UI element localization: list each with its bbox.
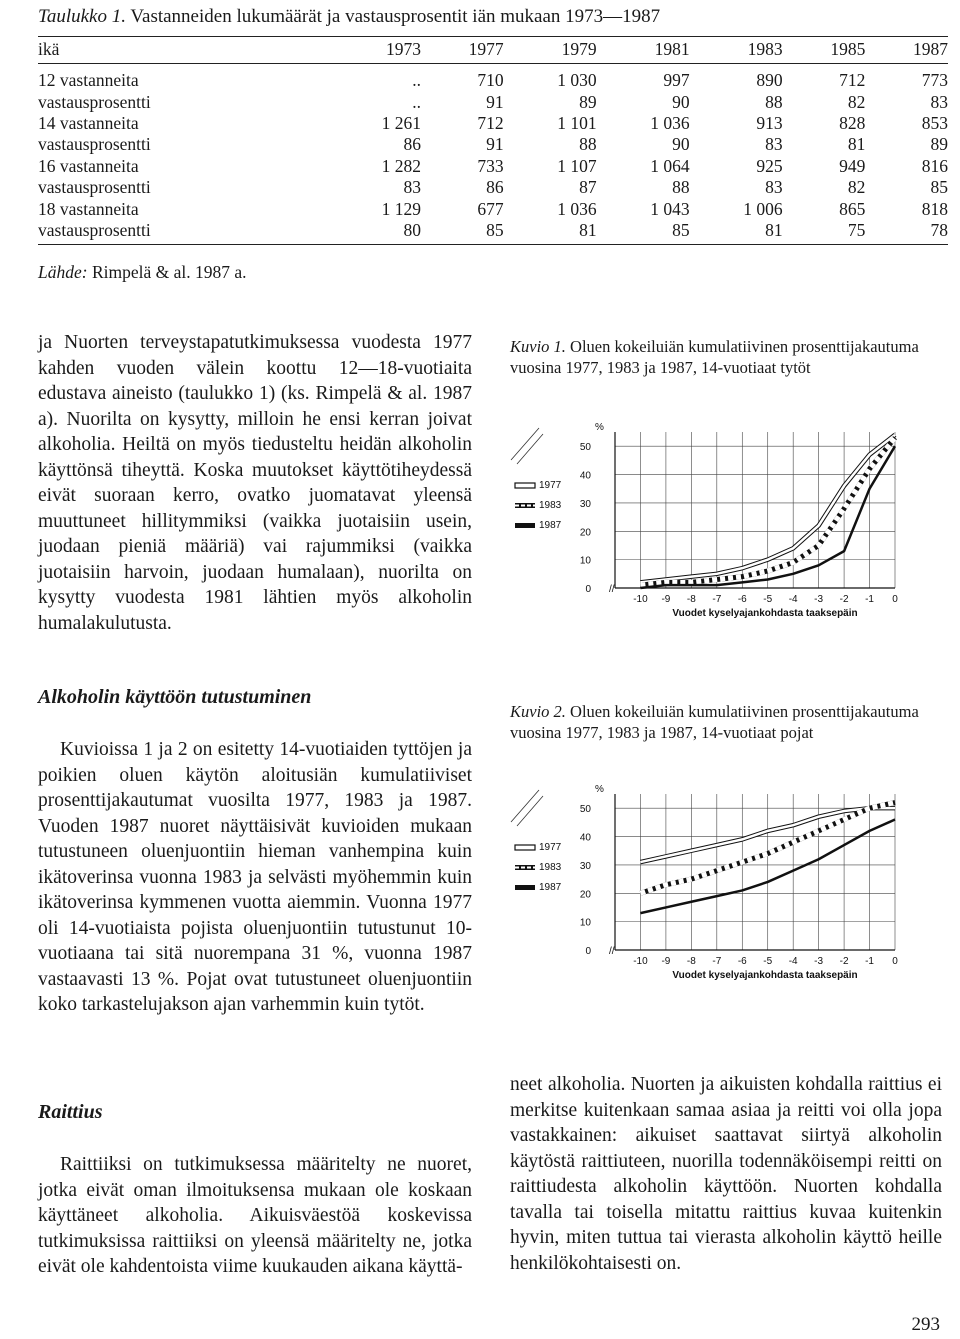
legend-swatch-1977	[515, 845, 535, 850]
x-tick-label: 0	[892, 594, 898, 605]
left-column-paragraph-2	[38, 737, 472, 1018]
table-cell: 773	[921, 70, 948, 91]
y-tick-label: 30	[579, 498, 591, 510]
table-row	[38, 64, 948, 92]
body-text: neet alkoholia. Nuorten ja aikuisten kohdalla raittius ei merkitse kuitenkaan samaa asiaa ja reitti voi olla jopa vastakkainen: aikuiset saattavat siirtyä alkoholin käytöstä raittiuteen, nuorilla todennäköisempi reitti on raittiudesta alkoholin käyttöön. Nuorten kohdalla tavalla tai toisella mitattu raittius kuvaa kuitenkin hyvin, miten tuttua tai vierasta alkoholin käyttö heille henkilökohtaisesti on.	[510, 1074, 942, 1274]
table-cell: ..	[412, 91, 421, 112]
axis-break-mark: //	[609, 946, 615, 957]
table-cell: 1 036	[557, 198, 597, 219]
column-header: 1985	[783, 37, 866, 64]
table-caption	[38, 6, 660, 28]
table-cell: 83	[765, 177, 783, 198]
table-cell: 1 064	[650, 155, 690, 176]
table-cell: 88	[579, 134, 597, 155]
data-table	[38, 36, 948, 245]
x-tick-label: -5	[763, 956, 773, 967]
x-tick-label: -3	[814, 956, 824, 967]
x-tick-label: -8	[686, 594, 696, 605]
table-cell: 86	[486, 177, 504, 198]
y-tick-label: 40	[579, 832, 591, 844]
table-cell: 82	[847, 91, 866, 112]
figure-1-caption	[510, 336, 942, 378]
row-label: vastausprosentti	[38, 91, 151, 112]
row-label: vastausprosentti	[38, 134, 151, 155]
y-tick-label: 10	[579, 917, 591, 929]
figure-1-chart	[503, 420, 910, 630]
x-tick-label: -8	[686, 956, 696, 967]
table-cell: 816	[921, 155, 948, 176]
column-header: 1981	[597, 37, 690, 64]
x-tick-label: -7	[712, 594, 722, 605]
y-tick-label: 0	[585, 946, 591, 957]
table-cell: 710	[477, 70, 504, 91]
legend-swatch-1987	[515, 885, 535, 890]
table-cell: 83	[765, 134, 783, 155]
table-cell: 925	[756, 155, 783, 176]
column-header: 1979	[504, 37, 597, 64]
table-cell: 81	[504, 220, 597, 245]
y-tick-label: 20	[579, 527, 591, 539]
column-header: ikä	[38, 37, 328, 64]
figure-1-label: Kuvio 1.	[510, 337, 566, 356]
x-axis-label: Vuodet kyselyajankohdasta taaksepäin	[672, 970, 858, 981]
x-tick-label: -10	[633, 594, 648, 605]
x-tick-label: -2	[839, 594, 849, 605]
table-cell: 733	[477, 155, 504, 176]
y-axis-unit: %	[595, 784, 604, 795]
table-cell: 997	[663, 70, 690, 91]
table-source	[38, 262, 247, 283]
table-cell: 1 101	[557, 112, 597, 133]
body-text: ja Nuorten terveystapatutkimuksessa vuodesta 1977 kahden vuoden välein koottu 12—18-vuotiaita edustava aineisto (taulukko 1) (ks. Rimpelä & al. 1987 a). Nuorilta on kysytty, milloin he ensi kerran joivat alkoholia. Heiltä on myös tiedusteltu heidän alkoholin käyttönsä tiheyttä. Koska muutokset käyttötiheydessä eivät suoraan kerro, ovatko juomatavat yleensä muuttuneet hillitymmiksi (vaikka juotaisiin usein, juodaan pieniä määriä) vai rajummiksi (vaikka juotaisiin harvoin, juodaan humalaan), nuorilta on kysytty vuodesta 1981 lähtien myös alkoholin humalakulutusta.	[38, 332, 472, 634]
table-cell: 81	[847, 134, 866, 155]
table-cell: 1 261	[381, 112, 421, 133]
table-row	[38, 177, 948, 198]
table-cell: ..	[412, 70, 421, 91]
table-row	[38, 134, 948, 155]
x-tick-label: -1	[865, 956, 874, 967]
column-header: 1973	[328, 37, 421, 64]
axis-break-mark: //	[609, 584, 615, 595]
x-tick-label: -2	[839, 956, 849, 967]
section-heading-alkoholin: Alkoholin käyttöön tutustuminen	[38, 686, 312, 708]
table-cell: 83	[403, 177, 421, 198]
x-tick-label: -9	[661, 594, 671, 605]
table-cell: 1 036	[650, 112, 690, 133]
table-cell: 1 282	[381, 155, 421, 176]
legend-label: 1977	[539, 480, 562, 491]
x-tick-label: -4	[788, 594, 798, 605]
legend-label: 1987	[539, 520, 562, 531]
table-cell: 88	[672, 177, 690, 198]
figure-2-caption-text: Oluen kokeiluiän kumulatiivinen prosenttijakautuma vuosina 1977, 1983 ja 1987, 14-vuotiaat pojat	[510, 702, 919, 742]
x-tick-label: -6	[737, 594, 747, 605]
table-cell: 913	[756, 112, 783, 133]
section-heading-raittius: Raittius	[38, 1101, 103, 1123]
table-cell: 81	[690, 220, 783, 245]
y-tick-label: 10	[579, 555, 591, 567]
table-caption-text: Vastanneiden lukumäärät ja vastausprosentit iän mukaan 1973—1987	[130, 6, 661, 27]
table-cell: 89	[579, 91, 597, 112]
x-tick-label: -3	[814, 594, 824, 605]
y-tick-label: 50	[579, 804, 591, 816]
body-text: Raittiiksi on tutkimuksessa määritelty ne nuoret, jotka eivät oman ilmoituksensa mukaan ole koskaan käyttäneet alkoholia. Aikuisväestöä koskevissa tutkimuksissa raittiiksi on yleensä määritelty ne, jotka eivät ole kahdentoista viime kuukauden aikana käyttä-	[38, 1154, 472, 1277]
left-column-paragraph-3	[38, 1152, 472, 1280]
y-tick-label: 0	[585, 584, 591, 595]
column-header: 1987	[865, 37, 948, 64]
figure-2-chart	[503, 782, 910, 992]
x-axis-label: Vuodet kyselyajankohdasta taaksepäin	[672, 608, 858, 619]
legend-label: 1977	[539, 842, 562, 853]
x-tick-label: -5	[763, 594, 773, 605]
x-tick-label: -1	[865, 594, 874, 605]
table-header-row	[38, 37, 948, 64]
column-header: 1977	[421, 37, 504, 64]
table-cell: 1 129	[381, 198, 421, 219]
row-label: vastausprosentti	[38, 220, 328, 245]
table-cell: 87	[579, 177, 597, 198]
table-cell: 85	[930, 177, 948, 198]
table-cell: 83	[930, 91, 948, 112]
row-label: vastausprosentti	[38, 177, 151, 198]
table-row	[38, 198, 948, 219]
table-cell: 712	[839, 70, 866, 91]
table-caption-label: Taulukko 1.	[38, 6, 126, 27]
y-tick-label: 40	[579, 470, 591, 482]
table-cell: 818	[921, 198, 948, 219]
table-cell: 88	[765, 91, 783, 112]
x-tick-label: -9	[661, 956, 671, 967]
row-label: 12 vastanneita	[38, 70, 139, 91]
table-cell: 90	[672, 91, 690, 112]
legend-label: 1987	[539, 882, 562, 893]
figure-1-caption-text: Oluen kokeiluiän kumulatiivinen prosenttijakautuma vuosina 1977, 1983 ja 1987, 14-vuotiaat tytöt	[510, 337, 919, 377]
table-cell: 82	[847, 177, 866, 198]
table-cell: 78	[865, 220, 948, 245]
table-cell: 853	[921, 112, 948, 133]
table-cell: 85	[421, 220, 504, 245]
table-cell: 91	[486, 134, 504, 155]
legend-label: 1983	[539, 862, 562, 873]
table-cell: 677	[477, 198, 504, 219]
right-column-paragraph	[510, 1072, 942, 1276]
y-tick-label: 30	[579, 860, 591, 872]
table-cell: 1 043	[650, 198, 690, 219]
table-cell: 712	[477, 112, 504, 133]
table-row	[38, 91, 948, 112]
y-tick-label: 50	[579, 442, 591, 454]
table-cell: 90	[672, 134, 690, 155]
x-tick-label: -7	[712, 956, 722, 967]
y-axis-unit: %	[595, 422, 604, 433]
row-label: 14 vastanneita	[38, 112, 139, 133]
table-row	[38, 113, 948, 134]
table-cell: 828	[839, 112, 866, 133]
table-row	[38, 156, 948, 177]
figure-2-label: Kuvio 2.	[510, 702, 566, 721]
table-cell: 89	[930, 134, 948, 155]
table-cell: 1 107	[557, 155, 597, 176]
x-tick-label: -10	[633, 956, 648, 967]
row-label: 16 vastanneita	[38, 155, 139, 176]
source-label: Lähde:	[38, 262, 88, 282]
x-tick-label: -6	[737, 956, 747, 967]
column-header: 1983	[690, 37, 783, 64]
source-text: Rimpelä & al. 1987 a.	[91, 262, 247, 282]
table-cell: 75	[783, 220, 866, 245]
legend-swatch-1977	[515, 483, 535, 488]
legend-swatch-1987	[515, 523, 535, 528]
x-tick-label: -4	[788, 956, 798, 967]
table-cell: 80	[328, 220, 421, 245]
table-cell: 1 030	[557, 70, 597, 91]
x-tick-label: 0	[892, 956, 898, 967]
row-label: 18 vastanneita	[38, 198, 139, 219]
table-cell: 865	[839, 198, 866, 219]
body-text: Kuvioissa 1 ja 2 on esitetty 14-vuotiaiden tyttöjen ja poikien oluen käytön aloitusiän kumulatiiviset prosenttijakautumat vuosilta 1977, 1983 ja 1987. Vuoden 1987 nuoret näyttäisivät kuvioiden mukaan tutustuneen oluenjuontiin hieman vanhempina kuin ikätoverinsa vuonna 1983 ja selvästi myöhemmin kuin ikätoverinsa kymmenen vuotta aiemmin. Vuonna 1977 oli 14-vuotiaista pojista oluenjuontiin tutustunut 10-vuotiaana tai sitä nuorempana 31 %, vuonna 1987 vastaavasti 13 %. Pojat ovat tutustuneet oluenjuontiin koko tarkastelujakson ajan varhemmin kuin tytöt.	[38, 739, 472, 1015]
figure-2-caption	[510, 701, 942, 743]
table-row	[38, 220, 948, 245]
table-cell: 890	[756, 70, 783, 91]
table-cell: 1 006	[743, 198, 783, 219]
table-cell: 949	[839, 155, 866, 176]
page-number: 293	[911, 1314, 940, 1335]
figure-2-svg	[503, 782, 910, 992]
legend-label: 1983	[539, 500, 562, 511]
left-column-paragraph-1	[38, 330, 472, 636]
table-cell: 91	[486, 91, 504, 112]
y-tick-label: 20	[579, 889, 591, 901]
table-cell: 86	[403, 134, 421, 155]
figure-1-svg	[503, 420, 910, 630]
table-cell: 85	[597, 220, 690, 245]
